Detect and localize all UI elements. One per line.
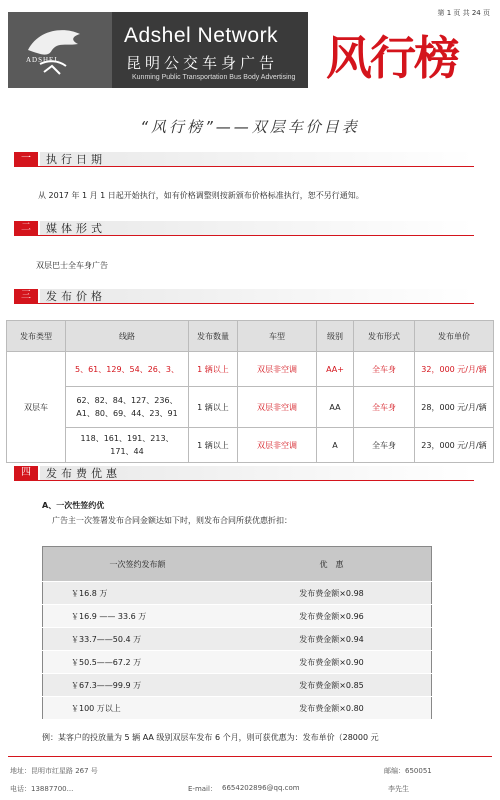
table-row xyxy=(7,428,494,463)
section-title: 发布价格 xyxy=(46,290,106,303)
rate-cell: 发布费金额×0.96 xyxy=(232,605,432,628)
media-form-text: 双层巴士全车身广告 xyxy=(36,261,108,270)
section-heading-discount xyxy=(14,466,474,481)
form-cell: 全车身 xyxy=(354,387,415,428)
amount-cell: ￥16.9 —— 33.6 万 xyxy=(43,605,233,628)
amount-cell: ￥50.5——67.2 万 xyxy=(43,651,233,674)
horse-logo-icon xyxy=(18,20,102,82)
footer-email-link[interactable]: 6654202896@qq.com xyxy=(222,784,300,792)
footer-postcode: 邮编：650051 xyxy=(384,767,432,775)
header-discount: 优 惠 xyxy=(232,547,432,582)
brand-banner xyxy=(8,12,308,88)
header-level: 级别 xyxy=(317,321,354,352)
amount-cell: ￥33.7——50.4 万 xyxy=(43,628,233,651)
section-number: 三 xyxy=(14,289,38,303)
footer-contact: 李先生 xyxy=(388,785,409,793)
header-type: 发布类型 xyxy=(7,321,66,352)
section-title: 媒体形式 xyxy=(46,222,106,235)
section-number: 四 xyxy=(14,466,38,480)
header-price: 发布单价 xyxy=(415,321,494,352)
page-number: 第 1 页 共 24 页 xyxy=(437,9,490,17)
form-cell: 全车身 xyxy=(354,428,415,463)
level-cell: AA xyxy=(317,387,354,428)
rate-cell: 发布费金额×0.85 xyxy=(232,674,432,697)
price-cell: 32，000 元/月/辆 xyxy=(415,352,494,387)
table-row xyxy=(43,628,432,651)
model-cell: 双层非空调 xyxy=(238,428,317,463)
bus-type-cell: 双层车 xyxy=(7,352,66,463)
brand-subtitle: Kunming Public Transportation Bus Body Advertising xyxy=(132,74,296,81)
header-routes: 线路 xyxy=(66,321,189,352)
section-heading-media-form xyxy=(14,221,474,236)
document-title: “风行榜”——双层车价目表 xyxy=(140,118,360,136)
form-cell: 全车身 xyxy=(354,352,415,387)
routes-cell: 5、61、129、54、26、3、 xyxy=(66,352,189,387)
example-text: 例：某客户的投放量为 5 辆 AA 级别双层车发布 6 个月，则可获优惠为：发布单价（28000 元 xyxy=(42,733,379,742)
section-number: 二 xyxy=(14,221,38,235)
quantity-cell: 1 辆以上 xyxy=(189,387,238,428)
rate-cell: 发布费金额×0.90 xyxy=(232,651,432,674)
execution-date-text: 从 2017 年 1 月 1 日起开始执行，如有价格调整则按新颁布价格标准执行，恕不另行通知。 xyxy=(38,191,364,200)
table-row xyxy=(7,352,494,387)
amount-cell: ￥100 万以上 xyxy=(43,697,233,720)
quantity-cell: 1 辆以上 xyxy=(189,428,238,463)
footer-address: 地址：昆明市红星路 267 号 xyxy=(10,767,98,775)
header-model: 车型 xyxy=(238,321,317,352)
section-number: 一 xyxy=(14,152,38,166)
header-quantity: 发布数量 xyxy=(189,321,238,352)
table-row xyxy=(43,697,432,720)
rate-cell: 发布费金额×0.80 xyxy=(232,697,432,720)
section-title: 执行日期 xyxy=(46,153,106,166)
discount-table xyxy=(42,546,432,720)
section-heading-price xyxy=(14,289,474,304)
header-contract-amount: 一次签约发布额 xyxy=(43,547,233,582)
table-row xyxy=(43,651,432,674)
price-cell: 23，000 元/月/辆 xyxy=(415,428,494,463)
rate-cell: 发布费金额×0.98 xyxy=(232,582,432,605)
discount-subheading: A、一次性签约优 xyxy=(42,501,105,510)
header-form: 发布形式 xyxy=(354,321,415,352)
header xyxy=(8,8,496,92)
price-cell: 28，000 元/月/辆 xyxy=(415,387,494,428)
quantity-cell: 1 辆以上 xyxy=(189,352,238,387)
fengxingbang-logo-title: 风行榜 xyxy=(326,31,458,85)
model-cell: 双层非空调 xyxy=(238,352,317,387)
price-table-header-row xyxy=(7,321,494,352)
table-row xyxy=(43,674,432,697)
level-cell: A xyxy=(317,428,354,463)
amount-cell: ￥16.8 万 xyxy=(43,582,233,605)
amount-cell: ￥67.3——99.9 万 xyxy=(43,674,233,697)
routes-cell: 62、82、84、127、236、A1、80、69、44、23、91 xyxy=(66,387,189,428)
table-row xyxy=(43,582,432,605)
footer-email-label: E-mail： xyxy=(188,785,217,793)
discount-header-row xyxy=(43,547,432,582)
routes-cell: 118、161、191、213、171、44 xyxy=(66,428,189,463)
brand-name-cn: 昆明公交车身广告 xyxy=(126,54,279,72)
discount-description: 广告主一次签署发布合同金额达如下时，则发布合同所获优惠折扣： xyxy=(52,516,292,525)
brand-name-en: Adshel Network xyxy=(124,24,279,47)
rate-cell: 发布费金额×0.94 xyxy=(232,628,432,651)
adshel-logo xyxy=(8,12,112,88)
level-cell: AA+ xyxy=(317,352,354,387)
table-row xyxy=(43,605,432,628)
logo-text: ADSHEL xyxy=(26,56,60,64)
footer-divider xyxy=(8,756,492,757)
model-cell: 双层非空调 xyxy=(238,387,317,428)
section-heading-execution-date xyxy=(14,152,474,167)
footer-phone: 电话：13887700... xyxy=(10,785,74,793)
price-table xyxy=(6,320,494,463)
section-title: 发布费优惠 xyxy=(46,467,121,480)
table-row xyxy=(7,387,494,428)
